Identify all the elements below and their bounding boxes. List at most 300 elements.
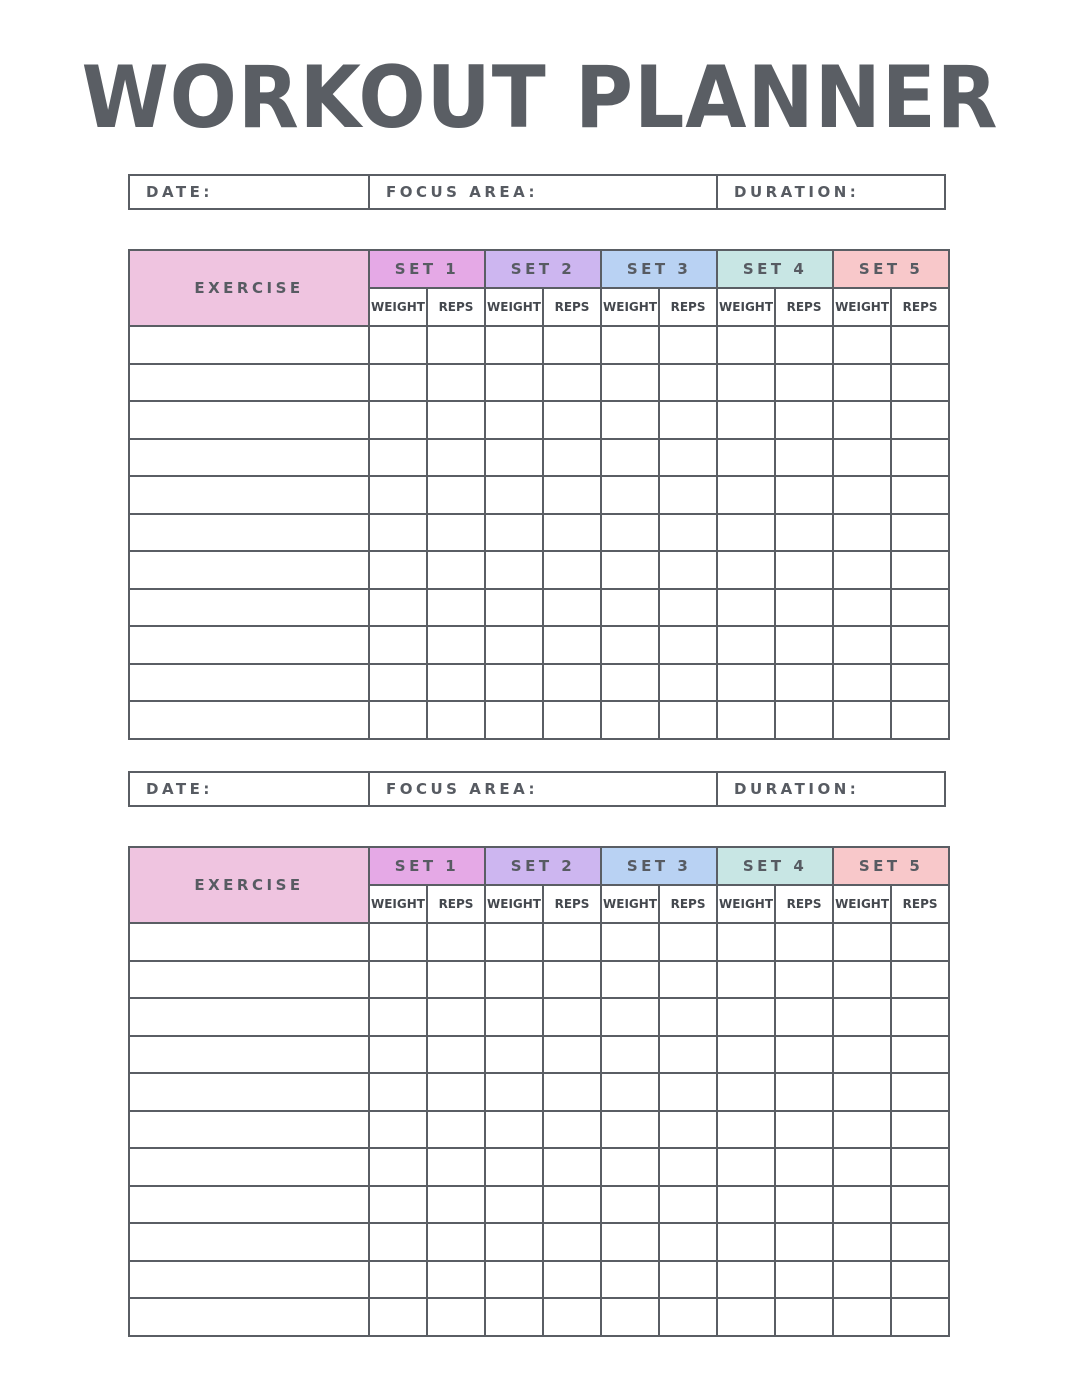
weight-cell[interactable] <box>485 998 543 1036</box>
reps-cell[interactable] <box>891 701 949 739</box>
weight-header: WEIGHT <box>369 885 427 923</box>
weight-header: WEIGHT <box>601 288 659 326</box>
reps-header: REPS <box>543 885 601 923</box>
weight-cell[interactable] <box>833 439 891 477</box>
weight-cell[interactable] <box>369 326 427 364</box>
reps-cell[interactable] <box>427 961 485 999</box>
exercise-header: EXERCISE <box>129 250 369 326</box>
weight-cell[interactable] <box>601 401 659 439</box>
reps-cell[interactable] <box>659 589 717 627</box>
reps-cell[interactable] <box>891 1186 949 1224</box>
table-row <box>129 961 949 999</box>
set-3-header: SET 3 <box>601 250 717 288</box>
weight-cell[interactable] <box>833 961 891 999</box>
table-row <box>129 551 949 589</box>
reps-cell[interactable] <box>659 1073 717 1111</box>
weight-cell[interactable] <box>833 364 891 402</box>
weight-header: WEIGHT <box>833 885 891 923</box>
reps-cell[interactable] <box>891 664 949 702</box>
weight-cell[interactable] <box>833 1186 891 1224</box>
reps-cell[interactable] <box>543 1073 601 1111</box>
session-info-bar-2 <box>128 771 946 807</box>
weight-cell[interactable] <box>833 326 891 364</box>
weight-cell[interactable] <box>717 589 775 627</box>
reps-cell[interactable] <box>659 701 717 739</box>
table-row <box>129 1111 949 1149</box>
weight-cell[interactable] <box>369 1186 427 1224</box>
set-4-header: SET 4 <box>717 250 833 288</box>
reps-cell[interactable] <box>659 439 717 477</box>
reps-cell[interactable] <box>543 1148 601 1186</box>
reps-header: REPS <box>891 885 949 923</box>
weight-cell[interactable] <box>717 998 775 1036</box>
weight-cell[interactable] <box>601 701 659 739</box>
weight-cell[interactable] <box>485 1186 543 1224</box>
weight-cell[interactable] <box>485 401 543 439</box>
weight-cell[interactable] <box>717 626 775 664</box>
reps-cell[interactable] <box>543 1223 601 1261</box>
table-row <box>129 364 949 402</box>
reps-cell[interactable] <box>427 1261 485 1299</box>
weight-cell[interactable] <box>485 701 543 739</box>
reps-cell[interactable] <box>427 589 485 627</box>
weight-cell[interactable] <box>833 551 891 589</box>
weight-cell[interactable] <box>485 664 543 702</box>
reps-cell[interactable] <box>543 401 601 439</box>
reps-cell[interactable] <box>775 589 833 627</box>
reps-cell[interactable] <box>427 998 485 1036</box>
reps-cell[interactable] <box>427 514 485 552</box>
weight-cell[interactable] <box>485 1111 543 1149</box>
reps-cell[interactable] <box>427 1036 485 1074</box>
weight-cell[interactable] <box>833 626 891 664</box>
weight-cell[interactable] <box>717 1073 775 1111</box>
reps-cell[interactable] <box>891 626 949 664</box>
table-body-2 <box>129 923 949 1336</box>
exercise-cell[interactable] <box>129 589 369 627</box>
weight-cell[interactable] <box>369 1223 427 1261</box>
weight-cell[interactable] <box>833 1111 891 1149</box>
reps-cell[interactable] <box>427 476 485 514</box>
reps-cell[interactable] <box>891 1111 949 1149</box>
date-label: DATE: <box>146 780 213 798</box>
exercise-cell[interactable] <box>129 961 369 999</box>
weight-cell[interactable] <box>717 401 775 439</box>
reps-cell[interactable] <box>775 923 833 961</box>
date-field[interactable] <box>130 773 370 805</box>
reps-cell[interactable] <box>891 1261 949 1299</box>
reps-cell[interactable] <box>775 476 833 514</box>
exercise-cell[interactable] <box>129 551 369 589</box>
reps-cell[interactable] <box>659 476 717 514</box>
weight-cell[interactable] <box>601 961 659 999</box>
date-field[interactable] <box>130 176 370 208</box>
reps-cell[interactable] <box>775 401 833 439</box>
weight-cell[interactable] <box>717 364 775 402</box>
reps-cell[interactable] <box>543 1036 601 1074</box>
reps-cell[interactable] <box>659 1223 717 1261</box>
weight-cell[interactable] <box>601 923 659 961</box>
weight-cell[interactable] <box>833 514 891 552</box>
weight-cell[interactable] <box>717 514 775 552</box>
reps-cell[interactable] <box>543 1261 601 1299</box>
weight-header: WEIGHT <box>717 288 775 326</box>
weight-cell[interactable] <box>717 664 775 702</box>
reps-cell[interactable] <box>659 1148 717 1186</box>
reps-cell[interactable] <box>543 514 601 552</box>
exercise-cell[interactable] <box>129 1036 369 1074</box>
weight-header: WEIGHT <box>485 288 543 326</box>
weight-cell[interactable] <box>833 1036 891 1074</box>
reps-cell[interactable] <box>891 326 949 364</box>
reps-cell[interactable] <box>891 998 949 1036</box>
reps-cell[interactable] <box>659 326 717 364</box>
weight-cell[interactable] <box>717 1186 775 1224</box>
exercise-cell[interactable] <box>129 401 369 439</box>
weight-cell[interactable] <box>485 364 543 402</box>
exercise-cell[interactable] <box>129 701 369 739</box>
weight-cell[interactable] <box>369 1148 427 1186</box>
exercise-cell[interactable] <box>129 1186 369 1224</box>
weight-cell[interactable] <box>485 1073 543 1111</box>
table-row <box>129 1148 949 1186</box>
reps-cell[interactable] <box>659 1298 717 1336</box>
reps-cell[interactable] <box>427 1223 485 1261</box>
reps-header: REPS <box>775 885 833 923</box>
reps-cell[interactable] <box>659 551 717 589</box>
reps-cell[interactable] <box>775 551 833 589</box>
reps-cell[interactable] <box>659 961 717 999</box>
weight-cell[interactable] <box>369 961 427 999</box>
weight-cell[interactable] <box>833 664 891 702</box>
table-row <box>129 1036 949 1074</box>
weight-cell[interactable] <box>485 326 543 364</box>
reps-cell[interactable] <box>427 551 485 589</box>
reps-cell[interactable] <box>427 664 485 702</box>
weight-cell[interactable] <box>369 701 427 739</box>
reps-cell[interactable] <box>775 961 833 999</box>
weight-cell[interactable] <box>833 701 891 739</box>
weight-cell[interactable] <box>833 1223 891 1261</box>
weight-cell[interactable] <box>485 439 543 477</box>
set-4-header: SET 4 <box>717 847 833 885</box>
reps-cell[interactable] <box>891 1036 949 1074</box>
weight-cell[interactable] <box>485 1298 543 1336</box>
weight-cell[interactable] <box>369 476 427 514</box>
reps-cell[interactable] <box>891 476 949 514</box>
set-1-header: SET 1 <box>369 847 485 885</box>
reps-header: REPS <box>543 288 601 326</box>
exercise-cell[interactable] <box>129 476 369 514</box>
reps-cell[interactable] <box>543 998 601 1036</box>
weight-cell[interactable] <box>485 589 543 627</box>
table-row <box>129 626 949 664</box>
weight-header: WEIGHT <box>485 885 543 923</box>
reps-cell[interactable] <box>891 364 949 402</box>
weight-cell[interactable] <box>717 1223 775 1261</box>
exercise-cell[interactable] <box>129 439 369 477</box>
weight-cell[interactable] <box>601 1073 659 1111</box>
reps-cell[interactable] <box>543 961 601 999</box>
weight-cell[interactable] <box>601 551 659 589</box>
weight-cell[interactable] <box>833 1073 891 1111</box>
reps-cell[interactable] <box>659 1186 717 1224</box>
weight-cell[interactable] <box>833 1298 891 1336</box>
weight-cell[interactable] <box>717 326 775 364</box>
table-row <box>129 1073 949 1111</box>
reps-cell[interactable] <box>659 1261 717 1299</box>
reps-cell[interactable] <box>775 1298 833 1336</box>
weight-cell[interactable] <box>833 589 891 627</box>
reps-cell[interactable] <box>543 701 601 739</box>
weight-cell[interactable] <box>485 961 543 999</box>
weight-cell[interactable] <box>601 1148 659 1186</box>
reps-cell[interactable] <box>543 626 601 664</box>
weight-header: WEIGHT <box>369 288 427 326</box>
weight-cell[interactable] <box>601 589 659 627</box>
reps-cell[interactable] <box>891 589 949 627</box>
focus-area-field[interactable] <box>370 773 718 805</box>
reps-cell[interactable] <box>775 998 833 1036</box>
reps-cell[interactable] <box>775 514 833 552</box>
reps-cell[interactable] <box>543 1111 601 1149</box>
weight-cell[interactable] <box>369 401 427 439</box>
reps-cell[interactable] <box>427 439 485 477</box>
weight-cell[interactable] <box>601 998 659 1036</box>
reps-cell[interactable] <box>891 514 949 552</box>
reps-cell[interactable] <box>775 1036 833 1074</box>
weight-cell[interactable] <box>369 1298 427 1336</box>
reps-cell[interactable] <box>543 1298 601 1336</box>
weight-cell[interactable] <box>717 1148 775 1186</box>
duration-field[interactable] <box>718 773 944 805</box>
table-row <box>129 1186 949 1224</box>
weight-cell[interactable] <box>485 1261 543 1299</box>
weight-cell[interactable] <box>485 626 543 664</box>
duration-label: DURATION: <box>734 183 860 201</box>
weight-cell[interactable] <box>369 1036 427 1074</box>
weight-cell[interactable] <box>369 923 427 961</box>
weight-cell[interactable] <box>485 923 543 961</box>
weight-cell[interactable] <box>485 476 543 514</box>
weight-cell[interactable] <box>601 1036 659 1074</box>
reps-cell[interactable] <box>775 626 833 664</box>
reps-header: REPS <box>775 288 833 326</box>
reps-cell[interactable] <box>427 701 485 739</box>
reps-header: REPS <box>891 288 949 326</box>
reps-cell[interactable] <box>659 401 717 439</box>
exercise-cell[interactable] <box>129 923 369 961</box>
set-1-header: SET 1 <box>369 250 485 288</box>
weight-cell[interactable] <box>833 1261 891 1299</box>
reps-cell[interactable] <box>775 1186 833 1224</box>
exercise-cell[interactable] <box>129 626 369 664</box>
reps-cell[interactable] <box>659 514 717 552</box>
weight-cell[interactable] <box>485 514 543 552</box>
reps-cell[interactable] <box>543 1186 601 1224</box>
reps-cell[interactable] <box>659 1111 717 1149</box>
reps-cell[interactable] <box>891 401 949 439</box>
weight-cell[interactable] <box>601 664 659 702</box>
weight-cell[interactable] <box>601 1111 659 1149</box>
exercise-cell[interactable] <box>129 514 369 552</box>
weight-cell[interactable] <box>485 1036 543 1074</box>
weight-cell[interactable] <box>601 476 659 514</box>
weight-cell[interactable] <box>717 476 775 514</box>
reps-cell[interactable] <box>427 1186 485 1224</box>
reps-cell[interactable] <box>427 401 485 439</box>
weight-cell[interactable] <box>485 1223 543 1261</box>
workout-table-2 <box>128 846 950 1337</box>
reps-cell[interactable] <box>659 364 717 402</box>
reps-cell[interactable] <box>427 1148 485 1186</box>
reps-cell[interactable] <box>891 1148 949 1186</box>
exercise-cell[interactable] <box>129 1073 369 1111</box>
focus-area-field[interactable] <box>370 176 718 208</box>
page-title: WORKOUT PLANNER <box>81 48 999 148</box>
weight-header: WEIGHT <box>717 885 775 923</box>
exercise-cell[interactable] <box>129 1261 369 1299</box>
reps-cell[interactable] <box>775 1261 833 1299</box>
weight-cell[interactable] <box>601 1186 659 1224</box>
weight-cell[interactable] <box>601 364 659 402</box>
reps-cell[interactable] <box>543 589 601 627</box>
weight-cell[interactable] <box>369 664 427 702</box>
set-2-header: SET 2 <box>485 847 601 885</box>
exercise-cell[interactable] <box>129 1148 369 1186</box>
reps-cell[interactable] <box>427 1073 485 1111</box>
weight-cell[interactable] <box>717 439 775 477</box>
reps-cell[interactable] <box>775 439 833 477</box>
reps-cell[interactable] <box>659 998 717 1036</box>
weight-cell[interactable] <box>717 961 775 999</box>
weight-cell[interactable] <box>369 589 427 627</box>
weight-cell[interactable] <box>601 514 659 552</box>
weight-cell[interactable] <box>833 1148 891 1186</box>
weight-cell[interactable] <box>369 551 427 589</box>
table-row <box>129 514 949 552</box>
weight-cell[interactable] <box>833 476 891 514</box>
weight-cell[interactable] <box>485 1148 543 1186</box>
reps-cell[interactable] <box>543 364 601 402</box>
reps-cell[interactable] <box>891 961 949 999</box>
focus-area-label: FOCUS AREA: <box>386 183 539 201</box>
reps-cell[interactable] <box>775 664 833 702</box>
reps-cell[interactable] <box>891 551 949 589</box>
exercise-cell[interactable] <box>129 998 369 1036</box>
weight-cell[interactable] <box>485 551 543 589</box>
reps-cell[interactable] <box>775 1223 833 1261</box>
weight-cell[interactable] <box>369 514 427 552</box>
reps-cell[interactable] <box>427 626 485 664</box>
weight-cell[interactable] <box>601 326 659 364</box>
table-row <box>129 439 949 477</box>
reps-cell[interactable] <box>775 1111 833 1149</box>
weight-cell[interactable] <box>601 1223 659 1261</box>
exercise-cell[interactable] <box>129 1223 369 1261</box>
weight-cell[interactable] <box>601 1298 659 1336</box>
reps-cell[interactable] <box>891 1073 949 1111</box>
weight-cell[interactable] <box>717 1298 775 1336</box>
reps-cell[interactable] <box>775 701 833 739</box>
reps-cell[interactable] <box>659 1036 717 1074</box>
exercise-cell[interactable] <box>129 1111 369 1149</box>
exercise-cell[interactable] <box>129 1298 369 1336</box>
table-row <box>129 664 949 702</box>
duration-field[interactable] <box>718 176 944 208</box>
weight-cell[interactable] <box>717 701 775 739</box>
reps-cell[interactable] <box>543 551 601 589</box>
weight-cell[interactable] <box>601 1261 659 1299</box>
reps-cell[interactable] <box>427 364 485 402</box>
exercise-cell[interactable] <box>129 664 369 702</box>
exercise-cell[interactable] <box>129 326 369 364</box>
reps-cell[interactable] <box>427 326 485 364</box>
session-info-bar-1 <box>128 174 946 210</box>
reps-cell[interactable] <box>775 364 833 402</box>
table-row <box>129 701 949 739</box>
reps-cell[interactable] <box>543 476 601 514</box>
table-row <box>129 401 949 439</box>
weight-cell[interactable] <box>369 1073 427 1111</box>
reps-cell[interactable] <box>659 923 717 961</box>
reps-cell[interactable] <box>891 923 949 961</box>
table-row <box>129 589 949 627</box>
weight-cell[interactable] <box>369 439 427 477</box>
reps-cell[interactable] <box>659 626 717 664</box>
weight-cell[interactable] <box>833 998 891 1036</box>
weight-cell[interactable] <box>369 364 427 402</box>
weight-cell[interactable] <box>717 1111 775 1149</box>
weight-cell[interactable] <box>369 626 427 664</box>
weight-cell[interactable] <box>717 1261 775 1299</box>
reps-cell[interactable] <box>543 664 601 702</box>
weight-cell[interactable] <box>601 439 659 477</box>
reps-cell[interactable] <box>891 1298 949 1336</box>
weight-cell[interactable] <box>369 1261 427 1299</box>
table-row <box>129 998 949 1036</box>
reps-header: REPS <box>427 885 485 923</box>
focus-area-label: FOCUS AREA: <box>386 780 539 798</box>
weight-cell[interactable] <box>717 1036 775 1074</box>
weight-cell[interactable] <box>369 998 427 1036</box>
reps-cell[interactable] <box>427 1111 485 1149</box>
reps-header: REPS <box>659 288 717 326</box>
weight-cell[interactable] <box>717 923 775 961</box>
exercise-cell[interactable] <box>129 364 369 402</box>
table-row <box>129 1261 949 1299</box>
reps-cell[interactable] <box>775 326 833 364</box>
exercise-header: EXERCISE <box>129 847 369 923</box>
weight-cell[interactable] <box>601 626 659 664</box>
reps-cell[interactable] <box>543 923 601 961</box>
weight-cell[interactable] <box>369 1111 427 1149</box>
reps-cell[interactable] <box>543 439 601 477</box>
reps-cell[interactable] <box>891 439 949 477</box>
weight-cell[interactable] <box>717 551 775 589</box>
reps-cell[interactable] <box>891 1223 949 1261</box>
weight-cell[interactable] <box>833 923 891 961</box>
reps-header: REPS <box>427 288 485 326</box>
reps-cell[interactable] <box>659 664 717 702</box>
duration-label: DURATION: <box>734 780 860 798</box>
weight-cell[interactable] <box>833 401 891 439</box>
reps-cell[interactable] <box>775 1073 833 1111</box>
reps-cell[interactable] <box>427 1298 485 1336</box>
reps-cell[interactable] <box>427 923 485 961</box>
reps-cell[interactable] <box>543 326 601 364</box>
reps-cell[interactable] <box>775 1148 833 1186</box>
